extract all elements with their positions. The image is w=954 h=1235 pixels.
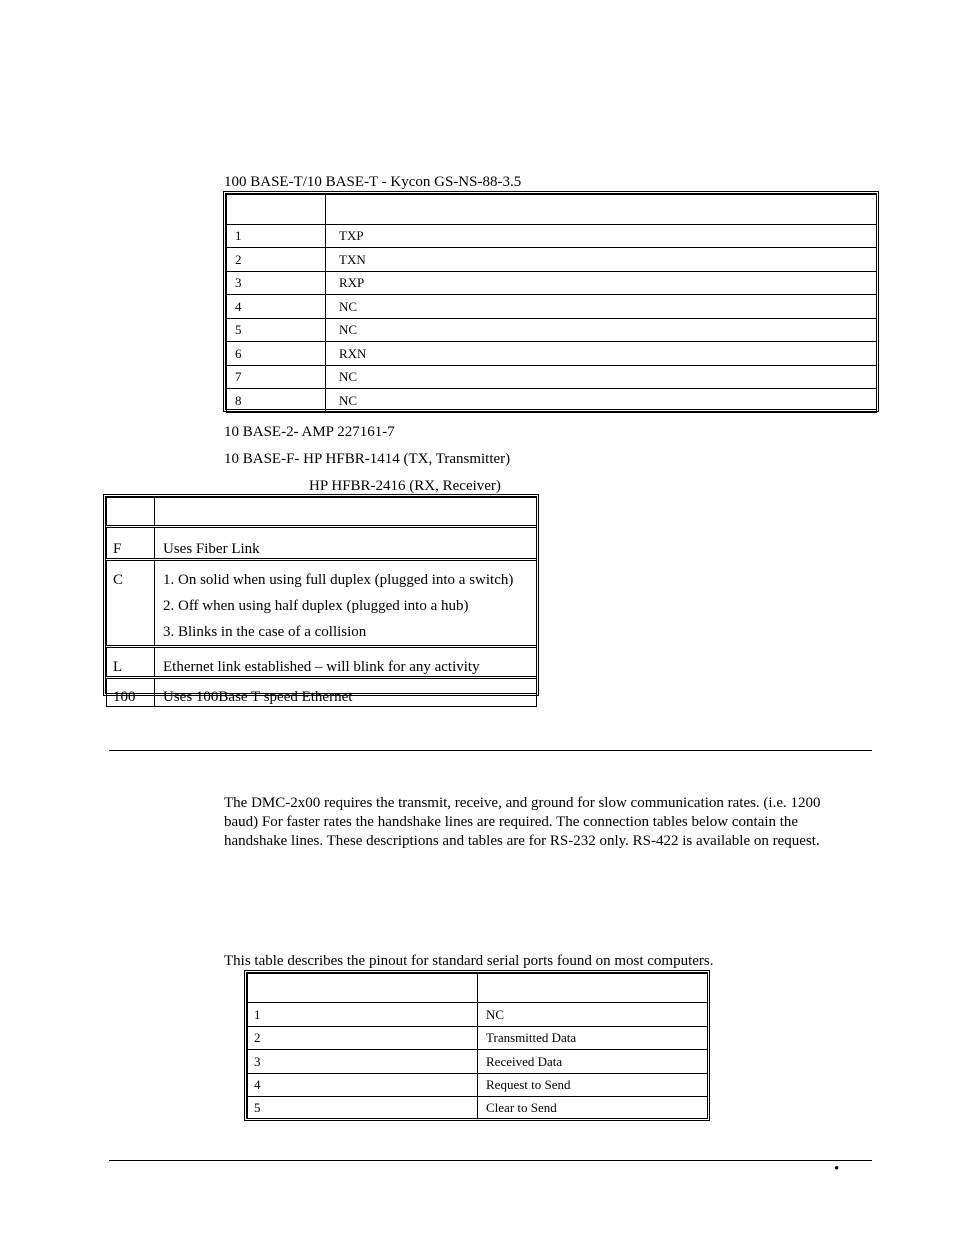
pin-cell: 1 bbox=[248, 1003, 478, 1027]
basef-rx-connector-text: HP HFBR-2416 (RX, Receiver) bbox=[309, 478, 501, 494]
pin-cell: 8 bbox=[227, 389, 326, 413]
table-header-row bbox=[107, 498, 537, 527]
table-header-row bbox=[227, 195, 877, 225]
table-row bbox=[227, 389, 877, 413]
table-row bbox=[227, 272, 877, 295]
signal-cell: NC bbox=[326, 319, 877, 342]
table-row bbox=[107, 647, 537, 678]
table-row bbox=[227, 366, 877, 389]
led-label-cell: 100 bbox=[107, 678, 155, 707]
header-cell bbox=[326, 195, 877, 225]
ethernet-pinout-table bbox=[223, 191, 879, 412]
pin-cell: 6 bbox=[227, 342, 326, 366]
table-row bbox=[248, 1097, 708, 1119]
table-row bbox=[248, 1050, 708, 1074]
led-description-cell bbox=[155, 527, 537, 560]
signal-cell: TXP bbox=[326, 225, 877, 248]
pin-cell: 2 bbox=[227, 248, 326, 272]
pin-cell: 3 bbox=[227, 272, 326, 295]
signal-cell: RXN bbox=[326, 342, 877, 366]
footer-bullet: • bbox=[834, 1161, 840, 1177]
signal-cell: NC bbox=[326, 366, 877, 389]
basef-tx-connector-text: 10 BASE-F- HP HFBR-1414 (TX, Transmitter) bbox=[224, 451, 511, 467]
pin-cell: 5 bbox=[248, 1097, 478, 1119]
led-description-cell bbox=[155, 647, 537, 678]
signal-cell: NC bbox=[326, 389, 877, 413]
header-cell bbox=[155, 498, 537, 527]
base2-connector-text: 10 BASE-2- AMP 227161-7 bbox=[224, 424, 395, 440]
led-description-line: Uses Fiber Link bbox=[163, 541, 260, 557]
table-row bbox=[248, 1027, 708, 1050]
header-cell bbox=[478, 974, 708, 1003]
table-row bbox=[227, 295, 877, 319]
led-description-line: Uses 100Base T speed Ethernet bbox=[163, 688, 353, 705]
signal-cell: Transmitted Data bbox=[478, 1027, 708, 1050]
table-row bbox=[107, 527, 537, 560]
pin-cell: 4 bbox=[248, 1074, 478, 1097]
pin-cell: 4 bbox=[227, 295, 326, 319]
signal-cell: NC bbox=[326, 295, 877, 319]
table-row bbox=[248, 1074, 708, 1097]
table-row bbox=[227, 342, 877, 366]
table-row bbox=[107, 678, 537, 707]
led-description-cell bbox=[155, 560, 537, 647]
pin-cell: 5 bbox=[227, 319, 326, 342]
ethernet-table-caption: 100 BASE-T/10 BASE-T - Kycon GS-NS-88-3.5 bbox=[224, 174, 522, 190]
table-header-row bbox=[248, 974, 708, 1003]
rs232-description-paragraph: The DMC-2x00 requires the transmit, receive, and ground for slow communication rates. (i.e. 1200 baud) For faster rates the handshake lines are required. The connection tables below contain the handshake lines. These descriptions and tables are for RS-232 only. RS-422 is available on request. bbox=[224, 795, 821, 849]
led-description-line: 3. Blinks in the case of a collision bbox=[163, 624, 367, 640]
header-cell bbox=[248, 974, 478, 1003]
led-label-cell: F bbox=[107, 527, 155, 560]
pin-cell: 3 bbox=[248, 1050, 478, 1074]
signal-cell: TXN bbox=[326, 248, 877, 272]
header-cell bbox=[107, 498, 155, 527]
led-description-cell bbox=[155, 678, 537, 707]
pin-cell: 1 bbox=[227, 225, 326, 248]
led-status-table bbox=[103, 494, 539, 705]
led-description-line: 2. Off when using half duplex (plugged into a hub) bbox=[163, 598, 469, 614]
signal-cell: Clear to Send bbox=[478, 1097, 708, 1119]
table-row bbox=[248, 1003, 708, 1027]
led-description-line: 1. On solid when using full duplex (plugged into a switch) bbox=[163, 572, 514, 588]
signal-cell: Received Data bbox=[478, 1050, 708, 1074]
led-label-cell: L bbox=[107, 647, 155, 678]
pin-cell: 7 bbox=[227, 366, 326, 389]
led-description-line: Ethernet link established – will blink for any activity bbox=[163, 659, 480, 675]
led-label-cell: C bbox=[107, 560, 155, 647]
pin-cell: 2 bbox=[248, 1027, 478, 1050]
table-row bbox=[227, 225, 877, 248]
section-divider bbox=[109, 750, 872, 751]
footer-rule bbox=[109, 1160, 872, 1161]
table-row bbox=[227, 248, 877, 272]
signal-cell: Request to Send bbox=[478, 1074, 708, 1097]
table-row bbox=[107, 560, 537, 647]
table-row bbox=[227, 319, 877, 342]
serial-pinout-table bbox=[244, 970, 710, 1121]
serial-table-caption: This table describes the pinout for standard serial ports found on most computers. bbox=[224, 953, 714, 969]
signal-cell: RXP bbox=[326, 272, 877, 295]
header-cell bbox=[227, 195, 326, 225]
signal-cell: NC bbox=[478, 1003, 708, 1027]
